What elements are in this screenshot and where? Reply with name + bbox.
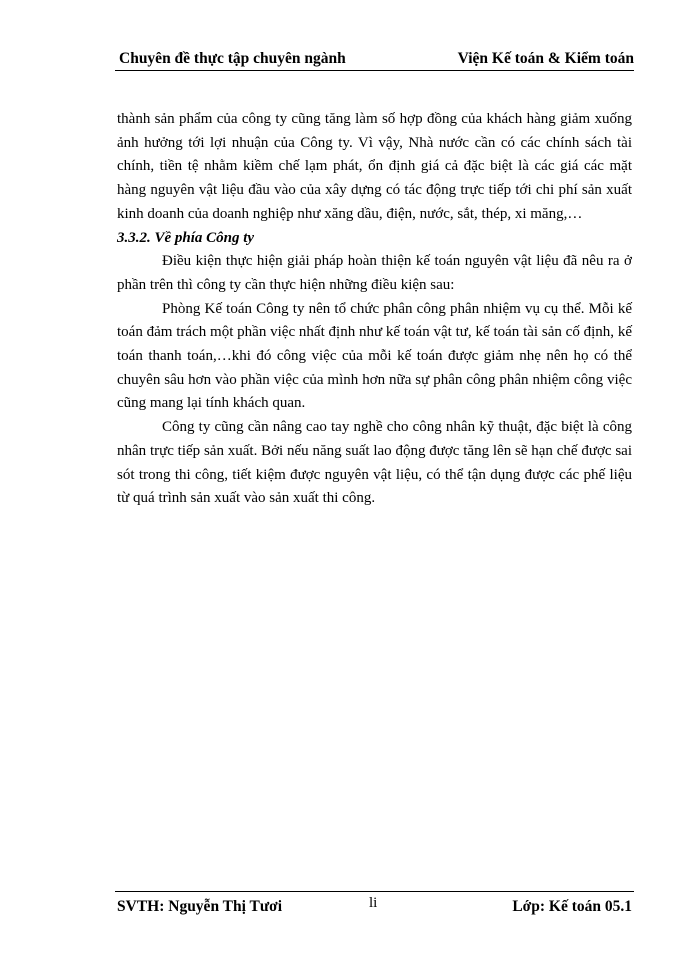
page-number: li bbox=[369, 895, 378, 911]
paragraph-1: thành sản phẩm của công ty cũng tăng làm số hợp đồng của khách hàng giảm xuống ảnh hưởng tới lợi nhuận của Công ty. Vì vậy, Nhà nước cần có các chính sách tài chính, tiền tệ nhằm kiềm chế lạm phát, ổn định giá cả đặc biệt là các giá các mặt hàng nguyên vật liệu đầu vào của xây dựng có tác động trực tiếp tới chi phí sản xuất kinh doanh của doanh nghiệp như xăng dầu, điện, nước, sắt, thép, xi măng,… bbox=[117, 111, 632, 222]
paragraph-3: Phòng Kế toán Công ty nên tổ chức phân công phân nhiệm vụ cụ thể. Mỗi kế toán đảm trách một phần việc nhất định như kế toán vật tư, kế toán tài sản cố định, kế toán thanh toán,…khi đó công việc của mỗi kế toán được giảm nhẹ nên họ có thể chuyên sâu hơn vào phần việc của mình hơn nữa sự phân công phân nhiệm công việc cũng mang lại tính khách quan. bbox=[117, 300, 632, 412]
document-body bbox=[117, 108, 632, 511]
header-course-title: Chuyên đề thực tập chuyên ngành bbox=[119, 50, 346, 67]
header-rule bbox=[115, 70, 634, 71]
footer-class: Lớp: Kế toán 05.1 bbox=[512, 898, 632, 915]
footer-student-name: SVTH: Nguyễn Thị Tươi bbox=[117, 898, 283, 915]
header-institute: Viện Kế toán & Kiểm toán bbox=[457, 50, 634, 67]
paragraph-4: Công ty cũng cần nâng cao tay nghề cho công nhân kỹ thuật, đặc biệt là công nhân trực tiếp sản xuất. Bởi nếu năng suất lao động được tăng lên sẽ hạn chế được sai sót trong thi công, tiết kiệm được nguyên vật liệu, có thể tận dụng được các phế liệu từ quá trình sản xuất vào sản xuất thi công. bbox=[117, 419, 632, 507]
paragraph-2: Điều kiện thực hiện giải pháp hoàn thiện kế toán nguyên vật liệu đã nêu ra ở phần trên thì công ty cần thực hiện những điều kiện sau: bbox=[117, 253, 632, 293]
section-heading: 3.3.2. Về phía Công ty bbox=[117, 229, 255, 246]
footer-rule bbox=[115, 891, 634, 892]
